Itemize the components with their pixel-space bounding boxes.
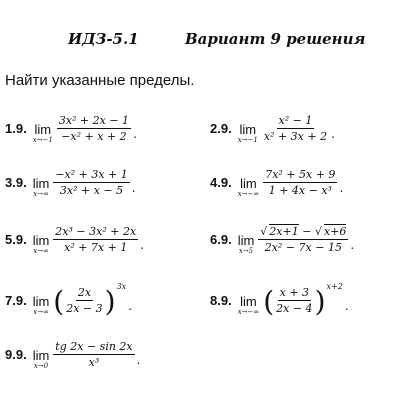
period: . (350, 238, 355, 252)
numerator: 7x² + 5x + 9 (265, 167, 336, 181)
limit-subscript: x→∞ (33, 308, 49, 316)
denominator: 3x² + x − 5 (59, 183, 124, 197)
limit-subscript: x→0 (33, 362, 49, 370)
minus-sign: − (298, 225, 315, 238)
document-header (0, 30, 400, 52)
numerator: x² − 1 (278, 113, 313, 127)
problem-7-9 (5, 280, 132, 320)
radicand: x+6 (323, 225, 347, 238)
limit-operator (33, 349, 50, 371)
lim-word: lim (34, 122, 52, 137)
denominator: 2x² − 7x − 15 (264, 241, 342, 254)
left-paren: ( (53, 285, 65, 318)
sqrt-sign: √ (314, 225, 322, 238)
problem-9-9 (5, 334, 140, 374)
problem-number: 7.9. (5, 292, 27, 308)
period: . (344, 299, 349, 313)
problem-number: 6.9. (210, 231, 232, 247)
limit-operator (33, 177, 50, 199)
lim-word: lim (239, 122, 257, 137)
left-paren: ( (263, 285, 275, 318)
problem-8-9 (210, 280, 349, 320)
fraction (263, 168, 337, 197)
lim-word: lim (240, 176, 257, 191)
problem-1-9 (5, 108, 137, 148)
limit-operator (238, 295, 260, 317)
denominator: x³ (88, 355, 100, 369)
denominator: x² + 7x + 1 (64, 240, 128, 254)
problem-number: 1.9. (5, 120, 27, 136)
numerator: −x² + 3x + 1 (55, 167, 128, 181)
lim-word: lim (240, 294, 257, 309)
limit-subscript: x→−1 (237, 136, 258, 144)
problem-number: 9.9. (5, 346, 27, 362)
right-paren: ) (314, 285, 326, 318)
period: . (131, 181, 136, 195)
right-paren: ) (104, 285, 116, 318)
lim-word: lim (32, 233, 50, 248)
numerator: 2x³ − 3x² + 2x (55, 224, 137, 238)
period: . (136, 353, 141, 367)
limit-operator (33, 234, 50, 256)
denominator: −x² + x + 2 (61, 129, 127, 143)
fraction (64, 286, 104, 315)
period: . (128, 299, 133, 313)
limit-subscript: x→∞ (33, 247, 49, 255)
problem-number: 5.9. (5, 231, 27, 247)
limit-subscript: x→5 (238, 247, 254, 255)
numerator: x + 3 (279, 285, 310, 299)
problem-2-9 (210, 108, 335, 148)
denominator: x² + 3x + 2 (263, 129, 328, 143)
denominator: 1 + 4x − x³ (268, 183, 332, 197)
lim-word: lim (32, 348, 50, 363)
fraction (57, 114, 131, 143)
fraction (274, 286, 314, 315)
problem-5-9 (5, 219, 144, 259)
problem-number: 2.9. (210, 120, 232, 136)
numerator: 3x² + 2x − 1 (58, 113, 130, 127)
limit-operator (238, 177, 260, 199)
numerator (258, 224, 348, 240)
period: . (133, 127, 137, 141)
limit-operator (238, 234, 255, 256)
period: . (339, 181, 344, 195)
limit-operator (33, 295, 50, 317)
variant-title: Вариант 9 решения (185, 30, 366, 48)
problem-3-9 (5, 162, 136, 202)
limit-operator (238, 123, 258, 145)
radicand: 2x+1 (269, 225, 299, 238)
lim-word: lim (32, 176, 50, 191)
period: . (140, 238, 144, 252)
numerator: 2x (77, 285, 92, 299)
problem-number: 8.9. (210, 292, 232, 308)
exponent: x+2 (326, 281, 343, 291)
sqrt-sign: √ (260, 225, 268, 238)
task-instruction: Найти указанные пределы. (5, 72, 195, 89)
lim-word: lim (237, 233, 255, 248)
denominator: 2x − 3 (66, 301, 103, 315)
limit-subscript: x→−∞ (237, 308, 260, 316)
document-id: ИДЗ-5.1 (68, 30, 139, 48)
limit-subscript: x→−∞ (237, 190, 260, 198)
problem-4-9 (210, 162, 343, 202)
fraction (53, 340, 134, 369)
problem-number: 4.9. (210, 174, 232, 190)
fraction (53, 225, 138, 254)
fraction (258, 224, 348, 254)
lim-word: lim (32, 294, 50, 309)
exponent: 3x (116, 281, 127, 291)
numerator: tg 2x − sin 2x (55, 339, 133, 353)
fraction (262, 114, 329, 143)
problem-number: 3.9. (5, 174, 27, 190)
period: . (331, 127, 335, 141)
limit-subscript: x→−1 (32, 136, 53, 144)
denominator: 2x − 4 (276, 301, 313, 315)
fraction (53, 168, 129, 197)
problem-6-9 (210, 219, 354, 259)
limit-subscript: x→∞ (33, 190, 49, 198)
limit-operator (33, 123, 53, 145)
